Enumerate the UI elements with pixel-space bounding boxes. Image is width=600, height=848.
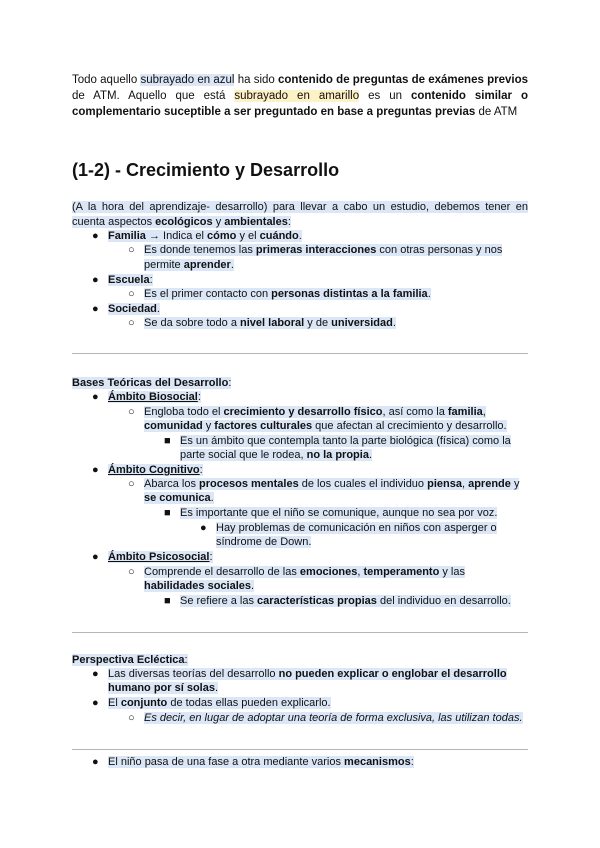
- text: .: [230, 259, 234, 271]
- text-bold: Familia: [108, 230, 146, 242]
- text-bold: Bases Teóricas del Desarrollo: [72, 377, 229, 389]
- text-bold: humano por sí solas: [108, 682, 215, 694]
- text-bold: cómo: [207, 230, 237, 242]
- list-item-biosocial-subsub: [180, 434, 528, 449]
- text-bold: universidad: [331, 317, 393, 329]
- text: → Indica el: [145, 230, 208, 242]
- text: y: [510, 478, 520, 490]
- text: Es un ámbito que contempla tanto la parte biológica (física) como la: [180, 435, 511, 447]
- text: Es el primer contacto con: [144, 288, 272, 300]
- text: que afectan al crecimiento y desarrollo.: [312, 420, 507, 432]
- list-item-biosocial: [108, 390, 528, 405]
- text: .: [251, 580, 255, 592]
- bullet-circle-icon: ○: [128, 244, 135, 256]
- list-item-eclectica-2: [108, 696, 528, 711]
- bullet-circle-icon: ○: [128, 478, 135, 490]
- bullet-dot-icon: ●: [92, 464, 99, 476]
- bullet-dot-icon: ●: [92, 697, 99, 709]
- bullet-dot-icon: ●: [92, 303, 99, 315]
- text-bold: Ámbito Cognitivo: [108, 464, 200, 476]
- text: de todas ellas pueden explicarlo.: [167, 697, 331, 709]
- text: ,: [482, 406, 486, 418]
- text: :: [197, 391, 201, 403]
- list-item-familia-sub: [144, 243, 528, 258]
- text: :: [149, 274, 153, 286]
- intro-paragraph: [72, 72, 528, 120]
- text-italic: Es decir, en lugar de adoptar una teoría de forma exclusiva, las utilizan todas.: [144, 712, 523, 724]
- text: permite: [144, 259, 184, 271]
- text: El niño pasa de una fase a otra mediante varios: [108, 756, 345, 768]
- text: con otras personas y nos: [376, 244, 503, 256]
- bullet-square-icon: ■: [164, 507, 171, 519]
- blue-highlight-label: subrayado en azul: [140, 74, 235, 86]
- text: .: [156, 303, 160, 315]
- text-bold: Escuela: [108, 274, 150, 286]
- intro-text: ha sido: [234, 74, 279, 86]
- bullet-circle-icon: ○: [128, 712, 135, 724]
- list-item-eclectica-1: [108, 667, 528, 682]
- yellow-highlight-label: subrayado en amarillo: [234, 90, 360, 102]
- text-bold: se comunica: [144, 492, 211, 504]
- text: ,: [357, 566, 364, 578]
- text: síndrome de Down.: [216, 536, 312, 548]
- text: parte social que le rodea,: [180, 449, 307, 461]
- text: del individuo en desarrollo.: [376, 595, 511, 607]
- text-bold: Ámbito Biosocial: [108, 391, 198, 403]
- text: y el: [236, 230, 260, 242]
- text: Comprende el desarrollo de las: [144, 566, 300, 578]
- list-item-sociedad-sub: [144, 316, 528, 331]
- text: .: [214, 682, 219, 694]
- bullet-circle-icon: ○: [128, 566, 135, 578]
- text: :: [209, 551, 213, 563]
- text: Se da sobre todo a: [144, 317, 241, 329]
- text: :: [184, 654, 188, 666]
- list-item-psicosocial-sub-cont: [144, 579, 528, 594]
- list-item-eclectica-1-cont: [108, 681, 528, 696]
- bullet-dot-icon: ●: [92, 551, 99, 563]
- bullet-circle-icon: ○: [128, 288, 135, 300]
- text: :: [287, 215, 291, 228]
- list-item-familia: [108, 229, 528, 244]
- text: y: [212, 215, 225, 228]
- list-item-sociedad: [108, 302, 528, 317]
- text: .: [298, 230, 302, 242]
- section-heading: (1-2) - Crecimiento y Desarrollo: [72, 160, 340, 180]
- text-bold: crecimiento y desarrollo físico: [223, 406, 383, 418]
- list-item-familia-sub-cont: [144, 258, 528, 273]
- text: (A la hora del aprendizaje- desarrollo) para llevar a cabo un estudio, debemos tener en cuenta aspectos: [72, 201, 528, 228]
- bullet-dot-icon: ●: [200, 522, 207, 534]
- divider: [72, 632, 528, 633]
- text: y: [202, 420, 215, 432]
- text-bold: nivel laboral: [240, 317, 305, 329]
- list-item-cognitivo: [108, 463, 528, 478]
- text-bold: piensa: [427, 478, 462, 490]
- bullet-dot-icon: ●: [92, 668, 99, 680]
- list-item-mecanismos: [108, 755, 528, 770]
- text-bold: comunidad: [144, 420, 203, 432]
- bullet-square-icon: ■: [164, 435, 171, 447]
- text-bold: conjunto: [120, 697, 168, 709]
- divider: [72, 353, 528, 354]
- list-item-cognitivo-l4-cont: [216, 535, 528, 550]
- list-item-cognitivo-l4: [216, 521, 528, 536]
- text: .: [392, 317, 396, 329]
- text: Se refiere a las: [180, 595, 258, 607]
- intro-text: de ATM. Aquello que está: [72, 90, 235, 102]
- text: y las: [439, 566, 465, 578]
- section1-intro: [72, 200, 528, 229]
- list-item-cognitivo-subsub: [180, 506, 528, 521]
- bullet-dot-icon: ●: [92, 230, 99, 242]
- text-bold: habilidades sociales: [144, 580, 251, 592]
- text: :: [410, 756, 414, 768]
- text-bold: características propias: [257, 595, 377, 607]
- text-bold: aprender: [183, 259, 231, 271]
- text: .: [368, 449, 372, 461]
- text: :: [228, 377, 232, 389]
- list-item-psicosocial-sub: [144, 565, 528, 580]
- list-item-escuela: [108, 273, 528, 288]
- text: Las diversas teorías del desarrollo: [108, 668, 279, 680]
- text-bold: personas distintas a la familia: [271, 288, 428, 300]
- text: .: [210, 492, 214, 504]
- text-bold: no pueden explicar o englobar el desarrollo: [278, 668, 507, 680]
- intro-text: Todo aquello: [72, 74, 141, 86]
- text: Abarca los: [144, 478, 200, 490]
- intro-bold: contenido similar o complementario suceptible a ser preguntado en base a preguntas previas: [72, 90, 528, 118]
- text: .: [427, 288, 431, 300]
- bullet-square-icon: ■: [164, 595, 171, 607]
- text-bold: cuándo: [259, 230, 299, 242]
- bullet-dot-icon: ●: [92, 756, 99, 768]
- list-item-escuela-sub: [144, 287, 528, 302]
- section3-title: [72, 653, 528, 668]
- intro-text: es un: [359, 90, 411, 102]
- list-item-eclectica-2-sub: [144, 711, 528, 726]
- list-item-cognitivo-sub: [144, 477, 528, 492]
- bullet-circle-icon: ○: [128, 317, 135, 329]
- text-bold: temperamento: [363, 566, 440, 578]
- list-item-psicosocial: [108, 550, 528, 565]
- text: Hay problemas de comunicación en niños con asperger o: [216, 522, 497, 534]
- list-item-psicosocial-subsub: [180, 594, 528, 609]
- text-bold: ecológicos: [155, 215, 213, 228]
- text: :: [199, 464, 203, 476]
- bullet-dot-icon: ●: [92, 391, 99, 403]
- text: Es donde tenemos las: [144, 244, 256, 256]
- text-bold: procesos mentales: [199, 478, 299, 490]
- text-bold: primeras interacciones: [255, 244, 377, 256]
- text: Es importante que el niño se comunique, aunque no sea por voz.: [180, 507, 498, 519]
- text-bold: familia: [447, 406, 483, 418]
- intro-bold: contenido de preguntas de exámenes previos: [278, 74, 528, 86]
- bullet-dot-icon: ●: [92, 274, 99, 286]
- text-bold: Ámbito Psicosocial: [108, 551, 210, 563]
- text: y de: [304, 317, 332, 329]
- text-bold: no la propia: [306, 449, 369, 461]
- text: El: [108, 697, 121, 709]
- list-item-biosocial-subsub-cont: [180, 448, 528, 463]
- text: , así como la: [382, 406, 448, 418]
- text: de los cuales el individuo: [298, 478, 428, 490]
- bullet-circle-icon: ○: [128, 406, 135, 418]
- list-item-cognitivo-sub-cont: [144, 491, 528, 506]
- text: Engloba todo el: [144, 406, 224, 418]
- text-bold: Sociedad: [108, 303, 157, 315]
- text-bold: ambientales: [224, 215, 288, 228]
- list-item-biosocial-sub: [144, 405, 528, 420]
- intro-text: de ATM: [475, 106, 518, 118]
- text-bold: Perspectiva Ecléctica: [72, 654, 185, 666]
- text-bold: emociones: [299, 566, 358, 578]
- text-bold: factores culturales: [214, 420, 313, 432]
- text-bold: aprende: [468, 478, 511, 490]
- text: ,: [461, 478, 469, 490]
- list-item-biosocial-sub-cont: [144, 419, 528, 434]
- section2-title: [72, 376, 528, 391]
- text-bold: mecanismos: [344, 756, 411, 768]
- divider: [72, 749, 528, 750]
